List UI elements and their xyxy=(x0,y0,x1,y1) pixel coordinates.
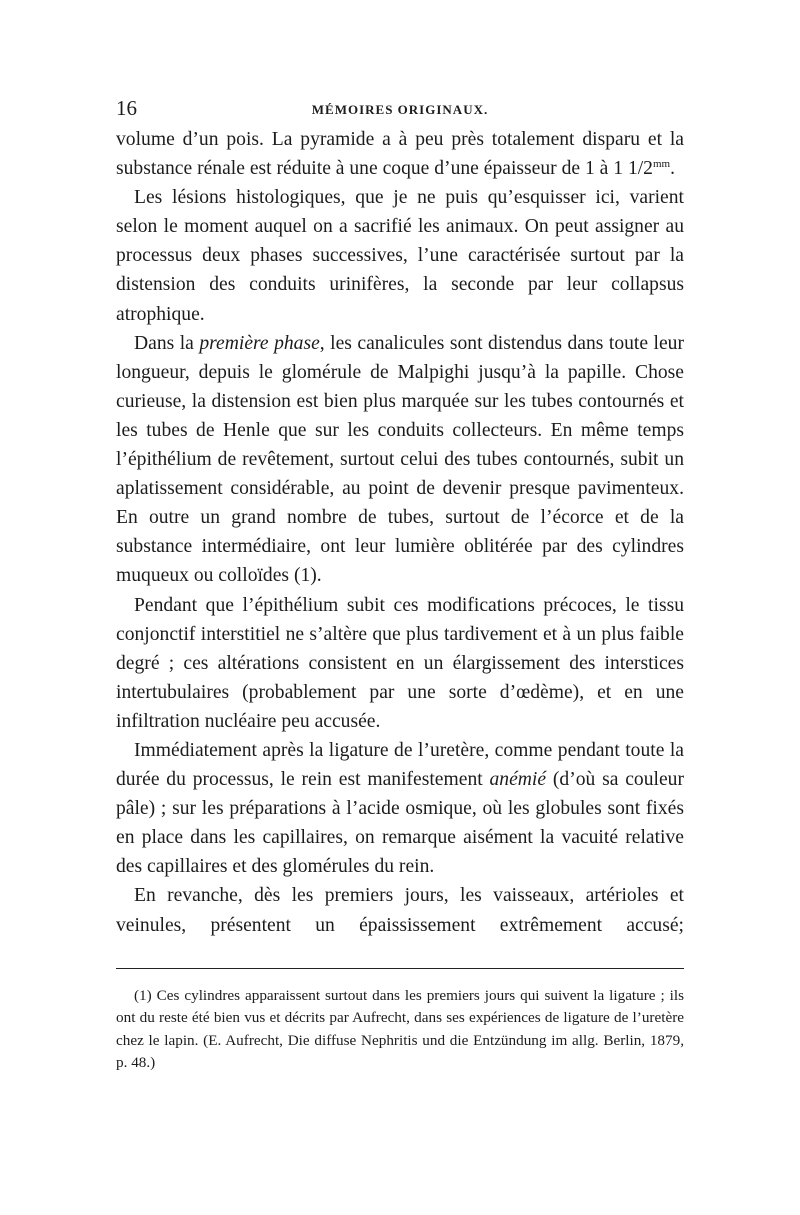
paragraph-1-text: volume d’un pois. La pyramide a à peu près totalement disparu et la substance rénale est réduite à une coque d’une épaisseur de 1 à 1 1/2 xyxy=(116,129,684,180)
paragraph-6: En revanche, dès les premiers jours, les vaisseaux, artérioles et veinules, présentent un épaississement extrêmement accusé; xyxy=(116,885,684,936)
paragraph-1-end: . xyxy=(670,158,676,180)
page-header xyxy=(116,96,684,122)
paragraph-5-rest: (d’où sa couleur pâle) ; sur les préparations à l’acide osmique, où les globules sont fixés en place dans les capillaires, on remarque aisément la vacuité relative des capillaires et des glomérules du rein. xyxy=(116,769,684,878)
running-title: MÉMOIRES ORIGINAUX. xyxy=(311,102,489,117)
paragraph-5-start: Immédiatement après la ligature de l’uretère, comme pendant toute la durée du processus, le rein est manifestement xyxy=(116,739,684,791)
footnote-divider xyxy=(116,968,684,969)
body-text xyxy=(116,125,684,940)
emphasis-anemie: anémié xyxy=(489,769,547,791)
emphasis-premiere-phase: première phase xyxy=(199,332,320,354)
unit-superscript: mm xyxy=(652,158,671,171)
paragraph-2: Les lésions histologiques, que je ne puis qu’esquisser ici, varient selon le moment auquel on a sacrifié les animaux. On peut assigner au processus deux phases successives, l’une caractérisée surtout par la distension des conduits urinifères, la seconde par leur collapsus atrophique. xyxy=(116,187,684,325)
paragraph-3 xyxy=(116,329,684,591)
page-number: 16 xyxy=(116,96,137,120)
footnote: (1) Ces cylindres apparaissent surtout dans les premiers jours qui suivent la ligature ; ils ont du reste été bien vus et décrits par Aufrecht, dans ses expériences de ligature de l’uretère chez le lapin. (E. Aufrecht, Die diffuse Nephritis und die Entzündung im allg. Berlin, 1879, p. 48.) xyxy=(116,986,684,1072)
paragraph-4: Pendant que l’épithélium subit ces modifications précoces, le tissu conjonctif interstitiel ne s’altère que plus tardivement et à un plus faible degré ; ces altérations consistent en un élargissement des interstices intertubulaires (probablement par une sorte d’œdème), et en une infiltration nucléaire peu accusée. xyxy=(116,594,684,732)
paragraph-3-rest: , les canalicules sont distendus dans toute leur longueur, depuis le glomérule de Malpighi jusqu’à la papille. Chose curieuse, la distension est bien plus marquée sur les tubes contournés et les tubes de Henle que sur les conduits collecteurs. En même temps l’épithélium de revêtement, surtout celui des tubes contournés, subit un aplatissement considérable, au point de devenir presque pavimenteux. En outre un grand nombre de tubes, surtout de l’écorce et de la substance intermédiaire, ont leur lumière oblitérée par des cylindres muqueux ou colloïdes (1). xyxy=(116,332,684,587)
paragraph-1 xyxy=(116,125,684,183)
paragraph-5 xyxy=(116,736,684,881)
page xyxy=(116,96,684,1090)
paragraph-3-start: Dans la xyxy=(134,332,194,354)
